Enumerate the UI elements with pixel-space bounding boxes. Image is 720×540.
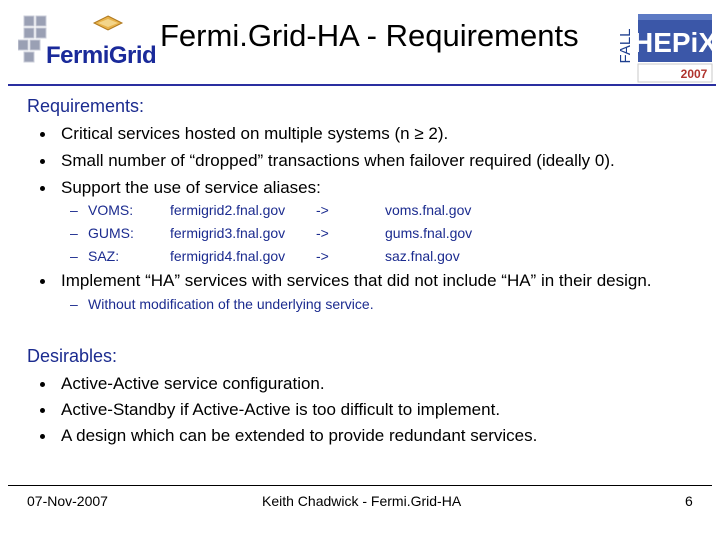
desirables-heading: Desirables: <box>27 346 118 366</box>
alias-arrow: -> <box>316 202 329 218</box>
footer-author: Keith Chadwick - Fermi.Grid-HA <box>262 493 462 509</box>
hepix-season-text: FALL <box>617 28 634 64</box>
footer-date: 07-Nov-2007 <box>27 493 108 509</box>
desirable-text: A design which can be extended to provide redundant services. <box>61 426 538 445</box>
hepix-logo <box>610 8 714 84</box>
hepix-year-text: 2007 <box>680 67 708 81</box>
bullet-icon <box>40 132 45 137</box>
alias-arrow: -> <box>316 248 329 264</box>
bullet-icon <box>40 279 45 284</box>
ha-sub-bullet: Without modification of the underlying service. <box>88 296 374 312</box>
header-divider <box>8 84 716 86</box>
requirement-text: Support the use of service aliases: <box>61 178 321 197</box>
hepix-name-text: HEPiX <box>632 27 714 58</box>
fermigrid-logo-text: FermiGrid <box>46 42 157 69</box>
footer-divider <box>8 485 712 486</box>
dash-icon: – <box>70 296 78 312</box>
dash-icon: – <box>70 225 78 241</box>
alias-row <box>88 225 508 243</box>
dash-icon: – <box>70 202 78 218</box>
alias-arrow: -> <box>316 225 329 241</box>
desirable-text: Active-Active service configuration. <box>61 374 325 393</box>
dash-icon: – <box>70 248 78 264</box>
bullet-icon <box>40 434 45 439</box>
bullet-icon <box>40 186 45 191</box>
alias-row <box>88 202 508 220</box>
requirements-heading: Requirements: <box>27 96 145 116</box>
requirement-text: Small number of “dropped” transactions when failover required (ideally 0). <box>61 151 615 170</box>
desirable-text: Active-Standby if Active-Active is too difficult to implement. <box>61 400 501 419</box>
alias-service: GUMS: <box>88 225 134 241</box>
page-title: Fermi.Grid-HA - Requirements <box>160 18 579 53</box>
hepix-logo-graphic <box>610 8 714 84</box>
alias-row <box>88 248 508 266</box>
alias-name: saz.fnal.gov <box>385 248 460 264</box>
page-number: 6 <box>685 493 693 509</box>
bullet-icon <box>40 382 45 387</box>
alias-name: voms.fnal.gov <box>385 202 472 218</box>
alias-host: fermigrid2.fnal.gov <box>170 202 286 218</box>
bullet-icon <box>40 408 45 413</box>
fermigrid-logo <box>18 12 157 72</box>
alias-host: fermigrid3.fnal.gov <box>170 225 286 241</box>
alias-host: fermigrid4.fnal.gov <box>170 248 286 264</box>
alias-name: gums.fnal.gov <box>385 225 473 241</box>
requirement-text: Implement “HA” services with services that did not include “HA” in their design. <box>61 271 652 290</box>
alias-service: VOMS: <box>88 202 134 218</box>
requirement-text: Critical services hosted on multiple systems (n ≥ 2). <box>61 124 449 143</box>
alias-service: SAZ: <box>88 248 120 264</box>
bullet-icon <box>40 159 45 164</box>
